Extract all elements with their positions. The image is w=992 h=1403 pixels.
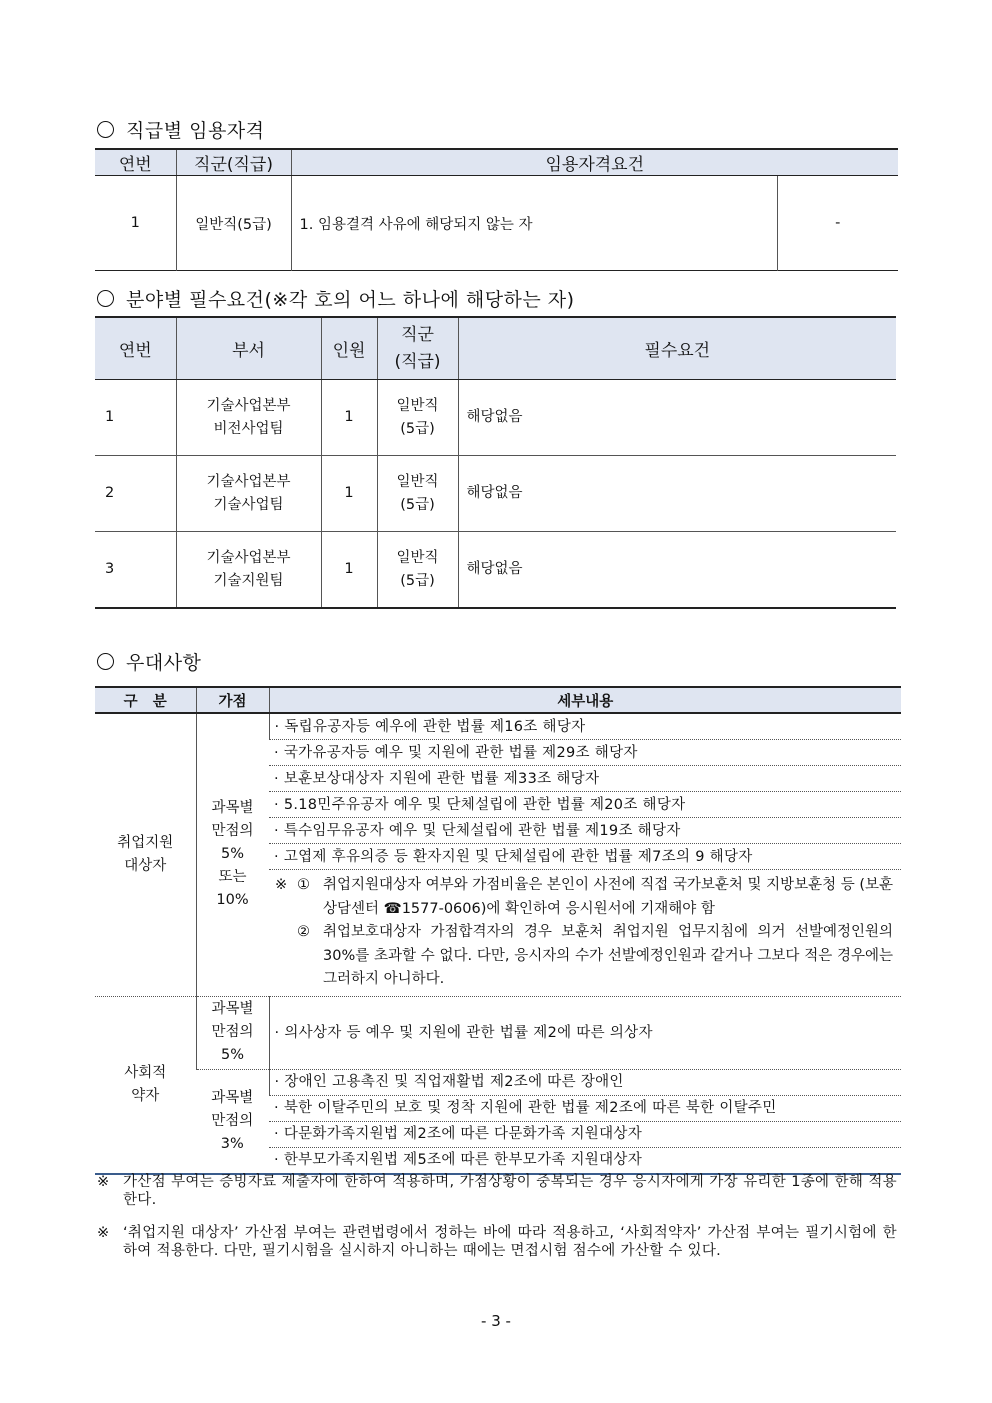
cell-no: 3 <box>95 532 176 609</box>
cell-dept: 기술사업본부 기술사업팀 <box>176 456 321 532</box>
header-no: 연번 <box>95 317 176 380</box>
note-mark: ※ <box>275 877 288 893</box>
detail-item: · 특수임무유공자 예우 및 단체설립에 관한 법률 제19조 해당자 <box>269 818 901 844</box>
section2-title: 분야별 필수요건(※각 호의 어느 하나에 해당하는 자) <box>97 285 575 312</box>
table-row <box>95 532 896 609</box>
table-header-row <box>95 687 901 713</box>
footnote-1: ※ 가산점 부여는 증빙자료 제출자에 한하여 적용하며, 가점상황이 중복되는 경우 응시자에게 가장 유리한 1종에 한해 적용한다. <box>97 1174 897 1208</box>
header-details: 세부내용 <box>269 687 901 713</box>
note1-mark: ① <box>297 877 310 893</box>
points-social-b: 과목별 만점의 3% <box>211 1089 254 1152</box>
header-grade: 직군 (직급) <box>377 317 458 380</box>
points-employment-support: 과목별 만점의 5% 또는 10% <box>196 713 269 996</box>
footnote-2: ※ ‘취업지원 대상자’ 가산점 부여는 관련법령에서 정하는 바에 따라 적용하고, ‘사회적약자’ 가산점 부여는 필기시험에 한하여 적용한다. 다만, 필기시험을 실시하지 아니하는 때에는 면접시험 점수에 가산할 수 있다. <box>97 1225 897 1259</box>
circle-bullet-icon <box>97 290 114 307</box>
category-employment-support: 취업지원 대상자 <box>95 713 196 996</box>
detail-item: · 보훈보상대상자 지원에 관한 법률 제33조 해당자 <box>269 766 901 792</box>
page-number: - 3 - <box>481 1312 511 1330</box>
header-dept: 부서 <box>176 317 321 380</box>
detail-note <box>269 870 901 997</box>
cell-grade: 일반직 (5급) <box>377 456 458 532</box>
table-row <box>95 176 898 271</box>
cell-requirement: 해당없음 <box>458 380 896 456</box>
detail-item: · 한부모가족지원법 제5조에 따른 한부모가족 지원대상자 <box>274 1152 643 1168</box>
detail-item: · 5.18민주유공자 예우 및 단체설립에 관한 법률 제20조 해당자 <box>269 792 901 818</box>
cell-no: 1 <box>95 380 176 456</box>
preference-table <box>95 686 901 1175</box>
section3-title: 우대사항 <box>97 648 201 675</box>
detail-item: · 장애인 고용촉진 및 직업재활법 제2조에 따른 장애인 <box>269 1069 901 1095</box>
note1-text: 취업지원대상자 여부와 가점비율은 본인이 사전에 직접 국가보훈처 및 지방보훈청 등 (보훈상담센터 ☎1577-0606)에 확인하여 응시원서에 기재해야 함 <box>323 877 894 917</box>
table-row <box>95 713 901 740</box>
table-header-row <box>95 149 898 176</box>
detail-item: · 독립유공자등 예우에 관한 법률 제16조 해당자 <box>269 713 901 740</box>
cell-no: 1 <box>130 215 140 231</box>
note2-text: 취업보호대상자 가점합격자의 경우 보훈처 취업지원 업무지침에 의거 선발예정인원의 30%를 초과할 수 없다. 다만, 응시자의 수가 선발예정인원과 같거나 그보다 적은 경우에는 그러하지 아니하다. <box>323 924 893 987</box>
circle-bullet-icon <box>97 121 114 138</box>
table-row <box>95 1069 901 1095</box>
detail-item: · 북한 이탈주민의 보호 및 정착 지원에 관한 법률 제2조에 따른 북한 이탈주민 <box>269 1095 901 1121</box>
cell-dept: 기술사업본부 기술지원팀 <box>176 532 321 609</box>
header-grade: 직군(직급) <box>176 149 291 176</box>
cell-grade: 일반직(5급) <box>176 176 291 271</box>
cell-dept: 기술사업본부 비전사업팀 <box>176 380 321 456</box>
cell-requirement: 해당없음 <box>458 532 896 609</box>
points-social-a: 과목별 만점의 5% <box>196 996 269 1069</box>
detail-item: · 고엽제 후유의증 등 환자지원 및 단체설립에 관한 법률 제7조의 9 해당자 <box>269 844 901 870</box>
table-row <box>95 380 896 456</box>
cell-count: 1 <box>321 532 377 609</box>
cell-extra: - <box>777 176 898 271</box>
header-count: 인원 <box>321 317 377 380</box>
cell-no: 2 <box>95 456 176 532</box>
cell-grade: 일반직 (5급) <box>377 380 458 456</box>
detail-item: · 다문화가족지원법 제2조에 따른 다문화가족 지원대상자 <box>269 1121 901 1147</box>
detail-item: · 의사상자 등 예우 및 지원에 관한 법률 제2에 따른 의상자 <box>269 996 901 1069</box>
note2-mark: ② <box>297 924 310 940</box>
cell-count: 1 <box>321 456 377 532</box>
cell-requirement: 해당없음 <box>458 456 896 532</box>
table-row <box>95 456 896 532</box>
table-header-row <box>95 317 896 380</box>
header-category: 구 분 <box>95 687 196 713</box>
cell-requirement: 1. 임용결격 사유에 해당되지 않는 자 <box>291 176 777 271</box>
section1-title: 직급별 임용자격 <box>97 116 265 143</box>
header-points: 가점 <box>196 687 269 713</box>
circle-bullet-icon <box>97 653 114 670</box>
header-requirement: 필수요건 <box>458 317 896 380</box>
header-no: 연번 <box>95 149 176 176</box>
qualification-table <box>95 148 898 271</box>
field-requirement-table <box>95 316 896 609</box>
category-social-vulnerable: 사회적 약자 <box>124 1064 167 1104</box>
cell-grade: 일반직 (5급) <box>377 532 458 609</box>
detail-item: · 국가유공자등 예우 및 지원에 관한 법률 제29조 해당자 <box>269 740 901 766</box>
table-row <box>95 996 901 1069</box>
cell-count: 1 <box>321 380 377 456</box>
header-requirement: 임용자격요건 <box>291 149 898 176</box>
